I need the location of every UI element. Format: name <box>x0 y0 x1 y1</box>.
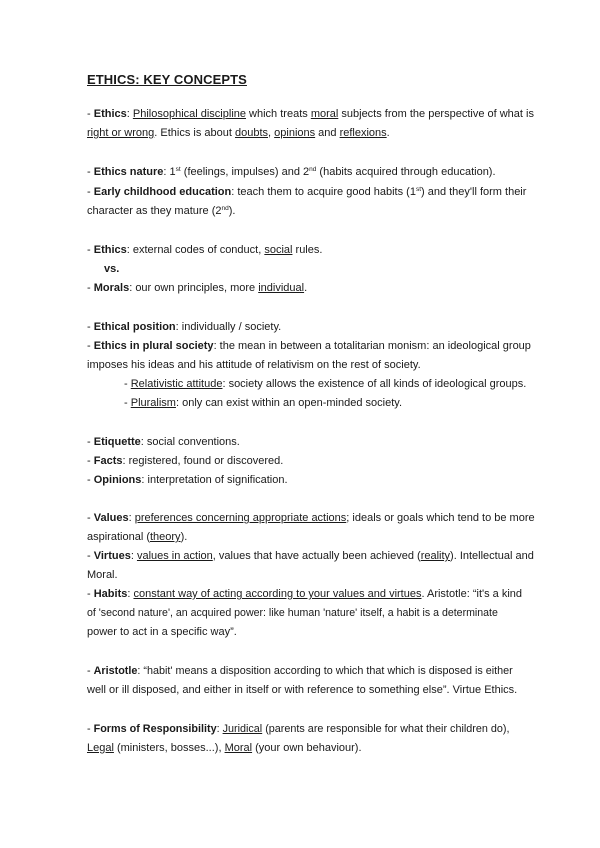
habits-line-1: - Habits: constant way of acting according to your values and virtues. Aristotle: “it's a kind <box>87 588 523 600</box>
ethics-definition-line-1: - Ethics: Philosophical discipline which treats moral subjects from the perspective of what is <box>87 108 534 120</box>
plural-society-line-1: - Ethics in plural society: the mean in between a totalitarian monism: an ideological group <box>87 340 531 352</box>
term-opinions: Opinions <box>93 474 142 486</box>
plural-society-line-2: imposes his ideas and his attitude of relativism on the rest of society. <box>87 359 421 371</box>
term-plural-society: Ethics in plural society <box>93 340 214 352</box>
opinions-line: - Opinions: interpretation of signification. <box>87 474 288 486</box>
values-line-1: - Values: preferences concerning appropriate actions; ideals or goals which tend to be more <box>87 512 535 524</box>
virtues-line-2: Moral. <box>87 569 118 581</box>
term-early-childhood: Early childhood education <box>93 186 232 198</box>
ethical-position-line: - Ethical position: individually / society. <box>87 321 282 333</box>
virtues-line-1: - Virtues: values in action, values that have actually been achieved (reality). Intellectual and <box>87 550 534 562</box>
term-morals: Morals <box>93 282 130 294</box>
ethics-external-line: - Ethics: external codes of conduct, social rules. <box>87 244 323 256</box>
early-childhood-line-1: - Early childhood education: teach them to acquire good habits (1st) and they'll form their <box>87 186 527 198</box>
term-ethical-position: Ethical position <box>93 321 176 333</box>
term-etiquette: Etiquette <box>93 436 141 448</box>
document-title: ETHICS: KEY CONCEPTS <box>87 72 247 87</box>
versus-label: vs. <box>104 263 120 275</box>
aristotle-line-2: well or ill disposed, and either in itself or with reference to something else”. Virtue Ethics. <box>87 684 518 696</box>
ethics-nature-line: - Ethics nature: 1st (feelings, impulses) and 2nd (habits acquired through education). <box>87 166 496 178</box>
term-habits: Habits <box>93 588 128 600</box>
habits-line-2: of 'second nature', an acquired power: like human 'nature' itself, a habit is a determinate <box>87 607 498 619</box>
pluralism-line: - Pluralism: only can exist within an open-minded society. <box>124 397 402 409</box>
term-values: Values <box>93 512 129 524</box>
aristotle-line-1: - Aristotle: “habit' means a disposition according to which that which is disposed is either <box>87 665 513 677</box>
facts-line: - Facts: registered, found or discovered. <box>87 455 284 467</box>
term-ethics: Ethics <box>93 108 127 120</box>
term-forms-of-responsibility: Forms of Responsibility <box>93 723 217 735</box>
term-ethics-external: Ethics <box>93 244 127 256</box>
early-childhood-line-2: character as they mature (2nd). <box>87 205 236 217</box>
relativistic-attitude-line: - Relativistic attitude: society allows the existence of all kinds of ideological groups. <box>124 378 527 390</box>
term-virtues: Virtues <box>93 550 131 562</box>
term-ethics-nature: Ethics nature <box>93 166 164 178</box>
responsibility-line-1: - Forms of Responsibility: Juridical (parents are responsible for what their children do), <box>87 723 510 735</box>
habits-line-3: power to act in a specific way”. <box>87 626 237 638</box>
values-line-2: aspirational (theory). <box>87 531 188 543</box>
term-facts: Facts <box>93 455 123 467</box>
ethics-definition-line-2: right or wrong. Ethics is about doubts, opinions and reflexions. <box>87 127 390 139</box>
responsibility-line-2: Legal (ministers, bosses...), Moral (your own behaviour). <box>87 742 362 754</box>
term-aristotle: Aristotle <box>93 665 138 677</box>
morals-line: - Morals: our own principles, more individual. <box>87 282 308 294</box>
etiquette-line: - Etiquette: social conventions. <box>87 436 240 448</box>
